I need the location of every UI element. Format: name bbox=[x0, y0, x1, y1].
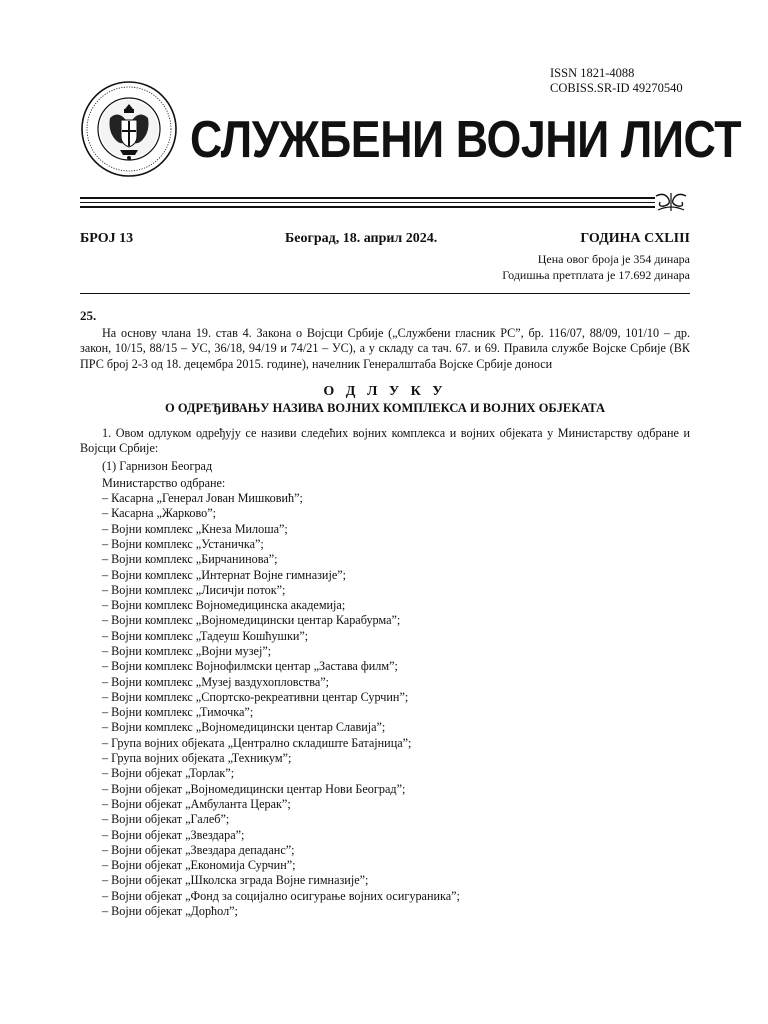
list-item: – Војни комплекс „Музеј ваздухопловства”; bbox=[102, 674, 330, 689]
list-item: – Војни комплекс „Кнеза Милоша”; bbox=[102, 521, 288, 536]
list-item: – Војни комплекс „Спортско-рекреативни центар Сурчин”; bbox=[102, 689, 409, 704]
price-info bbox=[390, 251, 690, 283]
list-item: – Војни објекат „Звездара депаданс”; bbox=[102, 842, 295, 857]
facility-list bbox=[80, 491, 690, 919]
article-number: 25. bbox=[80, 308, 97, 323]
ornament-icon bbox=[652, 190, 690, 214]
article-intro: На основу члана 19. став 4. Закона о Војсци Србије („Службени гласник РС”, бр. 116/07, 88/09, 101/10 – др. закон, 10/15, 88/15 – УС, 36/18, 94/19 и 74/21 – УС), а у складу са тач. 67. и 69. Правила службе Војске Србије (ВК ПРС број 2-3 од 18. децембра 2015. године), начелник Генералштаба Војске Србије доноси bbox=[80, 326, 690, 371]
list-item: – Војни објекат „Галеб”; bbox=[102, 812, 230, 827]
cobiss-id: COBISS.SR-ID 49270540 bbox=[550, 81, 683, 95]
issue-price: Цена овог броја је 354 динара bbox=[537, 252, 690, 266]
list-item: – Војни објекат „Звездара”; bbox=[102, 827, 245, 842]
list-item: – Касарна „Генерал Јован Мишковић”; bbox=[102, 491, 303, 506]
list-item: – Војни комплекс Војномедицинска академија; bbox=[102, 598, 346, 613]
section-rule bbox=[80, 293, 690, 294]
list-item: – Војни комплекс „Устаничка”; bbox=[102, 536, 264, 551]
list-item: – Војни објекат „Економија Сурчин”; bbox=[102, 858, 296, 873]
coat-of-arms-seal-icon bbox=[80, 80, 178, 178]
list-item: – Војни објекат „Фонд за социјално осигурање војних осигураника”; bbox=[102, 888, 460, 903]
list-item: – Војни објекат „Торлак”; bbox=[102, 766, 235, 781]
list-item: – Војни комплекс „Бирчанинова”; bbox=[102, 552, 278, 567]
list-item: – Војни комплекс „Лисичји поток”; bbox=[102, 582, 286, 597]
list-item: – Војни објекат „Дорћол”; bbox=[102, 904, 238, 919]
list-item: – Војни комплекс „Војномедицински центар Карабурма”; bbox=[102, 613, 401, 628]
list-item: – Војни комплекс Војнофилмски центар „Застава филм”; bbox=[102, 659, 398, 674]
ministry-heading: Министарство одбране: bbox=[102, 475, 226, 490]
header-rule bbox=[80, 197, 655, 208]
list-item: – Војни комплекс „Тимочка”; bbox=[102, 705, 254, 720]
publication-title: СЛУЖБЕНИ ВОЈНИ ЛИСТ bbox=[190, 111, 742, 169]
list-item: – Касарна „Жарково”; bbox=[102, 506, 217, 521]
list-item: – Група војних објеката „Техникум”; bbox=[102, 751, 292, 766]
list-item: – Група војних објеката „Централно складиште Батајница”; bbox=[102, 735, 412, 750]
article bbox=[80, 308, 690, 919]
list-item: – Војни објекат „Војномедицински центар Нови Београд”; bbox=[102, 781, 406, 796]
issue-number: БРОЈ 13 bbox=[80, 231, 134, 246]
garrison-heading: (1) Гарнизон Београд bbox=[102, 458, 213, 473]
list-item: – Војни објекат „Школска зграда Војне гимназије”; bbox=[102, 873, 369, 888]
document-page bbox=[80, 0, 742, 1024]
issue-date: Београд, 18. април 2024. bbox=[285, 231, 438, 246]
list-item: – Војни комплекс „Интернат Војне гимназије”; bbox=[102, 567, 347, 582]
identifiers bbox=[550, 66, 683, 96]
issue-info bbox=[80, 230, 690, 248]
decision-title: О Д Л У К У bbox=[323, 383, 447, 399]
issue-year: ГОДИНА CXLIII bbox=[580, 231, 690, 246]
issn: ISSN 1821-4088 bbox=[550, 66, 635, 80]
list-item: – Војни комплекс „Тадеуш Кошћушки”; bbox=[102, 628, 309, 643]
list-item: – Војни објекат „Амбуланта Церак”; bbox=[102, 796, 291, 811]
list-item: – Војни комплекс „Војномедицински центар Славија”; bbox=[102, 720, 386, 735]
subscription-price: Годишња претплата је 17.692 динара bbox=[502, 268, 690, 282]
list-item: – Војни комплекс „Војни музеј”; bbox=[102, 644, 272, 658]
paragraph-1: 1. Овом одлуком одређују се називи следећих војних комплекса и војних објеката у Министарству одбране и Војсци Србије: bbox=[80, 426, 690, 456]
decision-subtitle: О ОДРЕЂИВАЊУ НАЗИВА ВОЈНИХ КОМПЛЕКСА И ВОЈНИХ ОБЈЕКАТА bbox=[164, 401, 606, 416]
